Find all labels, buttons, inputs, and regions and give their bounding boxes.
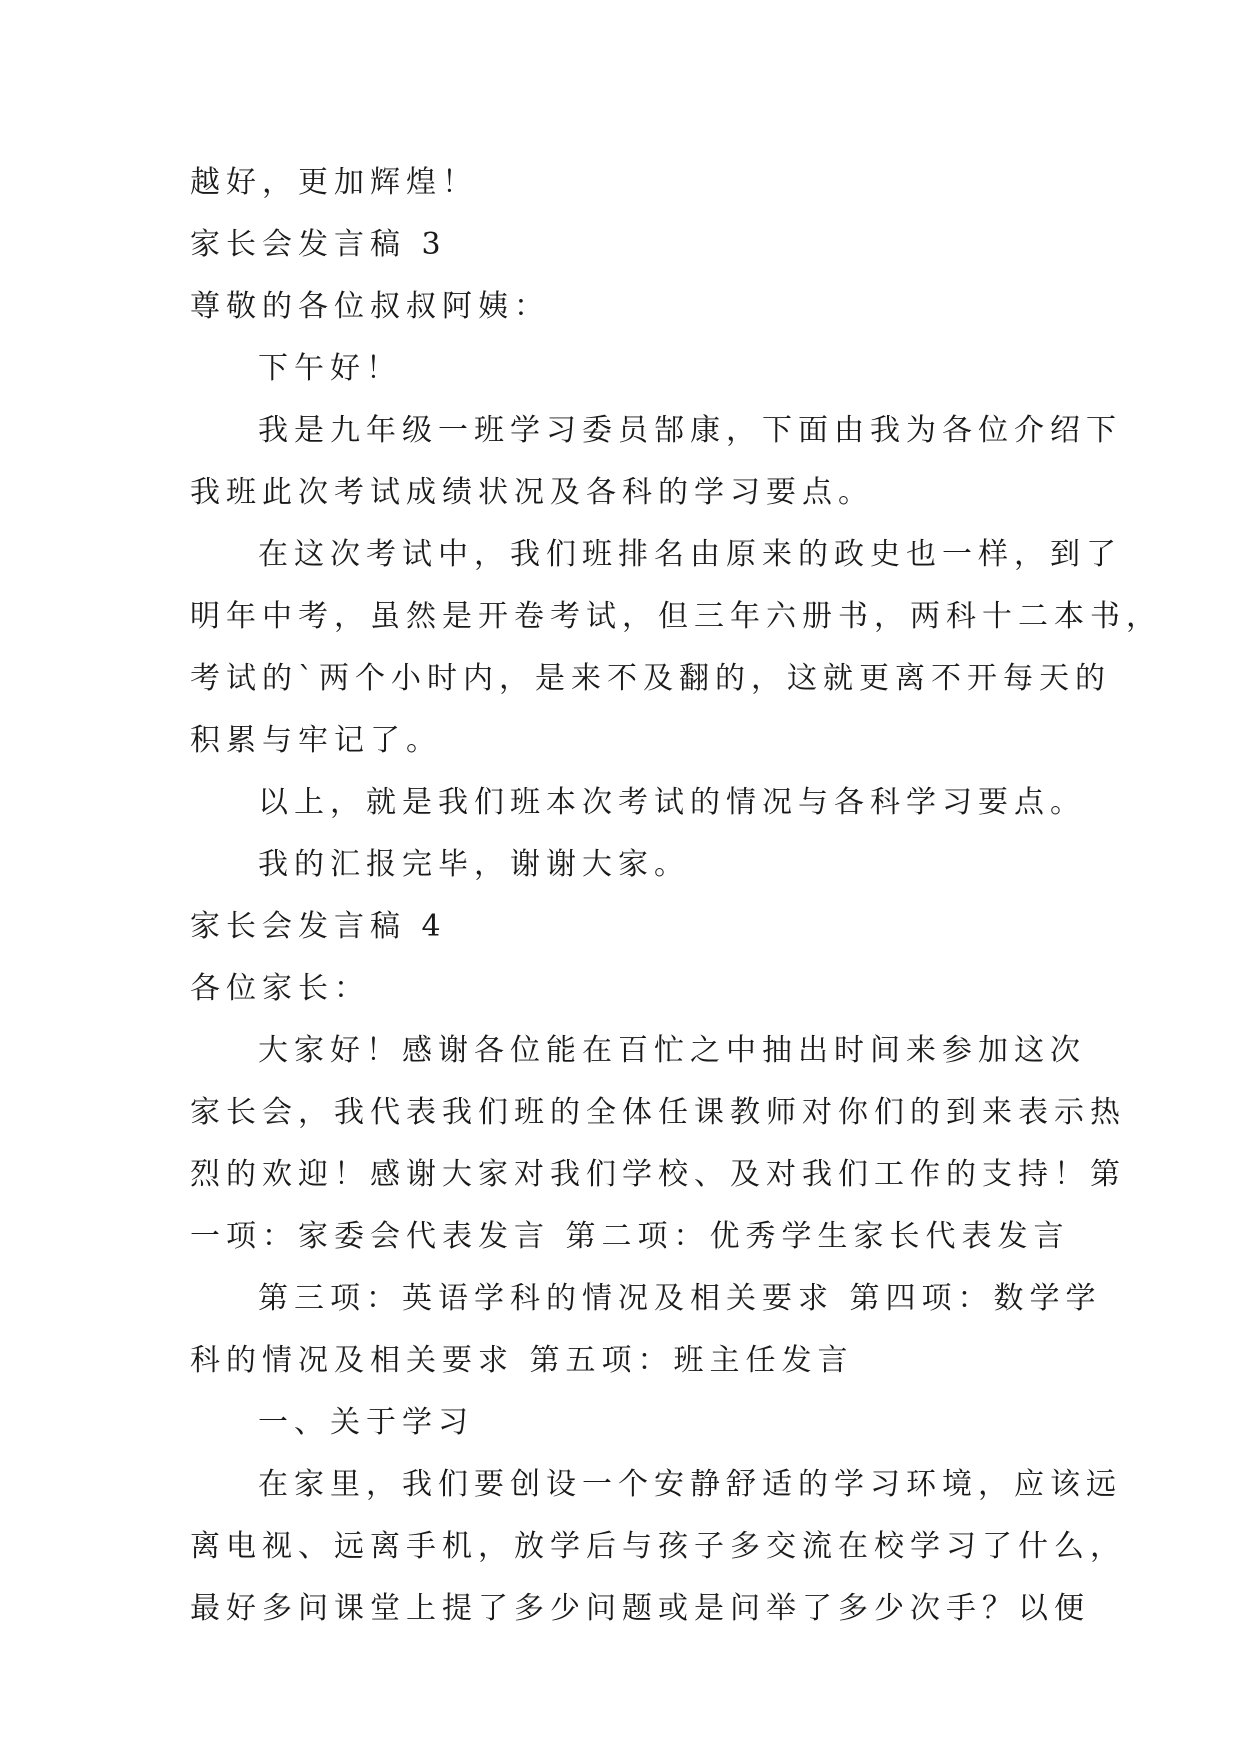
text-line: 我班此次考试成绩状况及各科的学习要点。 [190, 475, 874, 510]
section-heading: 家长会发言稿 4 [190, 909, 447, 944]
greeting: 下午好！ [258, 351, 402, 386]
text-line: 在这次考试中，我们班排名由原来的政史也一样，到了 [258, 537, 1122, 572]
text-line: 在家里，我们要创设一个安静舒适的学习环境，应该远 [258, 1467, 1122, 1502]
text-line: 大家好！感谢各位能在百忙之中抽出时间来参加这次 [258, 1033, 1086, 1068]
salutation: 各位家长： [190, 971, 370, 1006]
text-line: 我是九年级一班学习委员郜康，下面由我为各位介绍下 [258, 413, 1122, 448]
text-line: 家长会，我代表我们班的全体任课教师对你们的到来表示热 [190, 1095, 1126, 1130]
text-line: 以上，就是我们班本次考试的情况与各科学习要点。 [258, 785, 1086, 820]
text-line: 科的情况及相关要求 第五项：班主任发言 [190, 1343, 854, 1378]
text-line: 我的汇报完毕，谢谢大家。 [258, 847, 690, 882]
text-line: 积累与牢记了。 [190, 723, 442, 758]
text-line: 最好多问课堂上提了多少问题或是问举了多少次手？以便 [190, 1591, 1090, 1626]
subheading: 一、关于学习 [258, 1405, 474, 1440]
salutation: 尊敬的各位叔叔阿姨： [190, 289, 550, 324]
text-line: 明年中考，虽然是开卷考试，但三年六册书，两科十二本书， [190, 599, 1162, 634]
text-line: 越好，更加辉煌！ [190, 165, 478, 200]
text-line: 考试的`两个小时内，是来不及翻的，这就更离不开每天的 [190, 661, 1111, 696]
text-line: 第三项：英语学科的情况及相关要求 第四项：数学学 [258, 1281, 1102, 1316]
text-line: 离电视、远离手机，放学后与孩子多交流在校学习了什么， [190, 1529, 1126, 1564]
section-heading: 家长会发言稿 3 [190, 227, 447, 262]
text-line: 烈的欢迎！感谢大家对我们学校、及对我们工作的支持！第 [190, 1157, 1126, 1192]
text-line: 一项：家委会代表发言 第二项：优秀学生家长代表发言 [190, 1219, 1070, 1254]
